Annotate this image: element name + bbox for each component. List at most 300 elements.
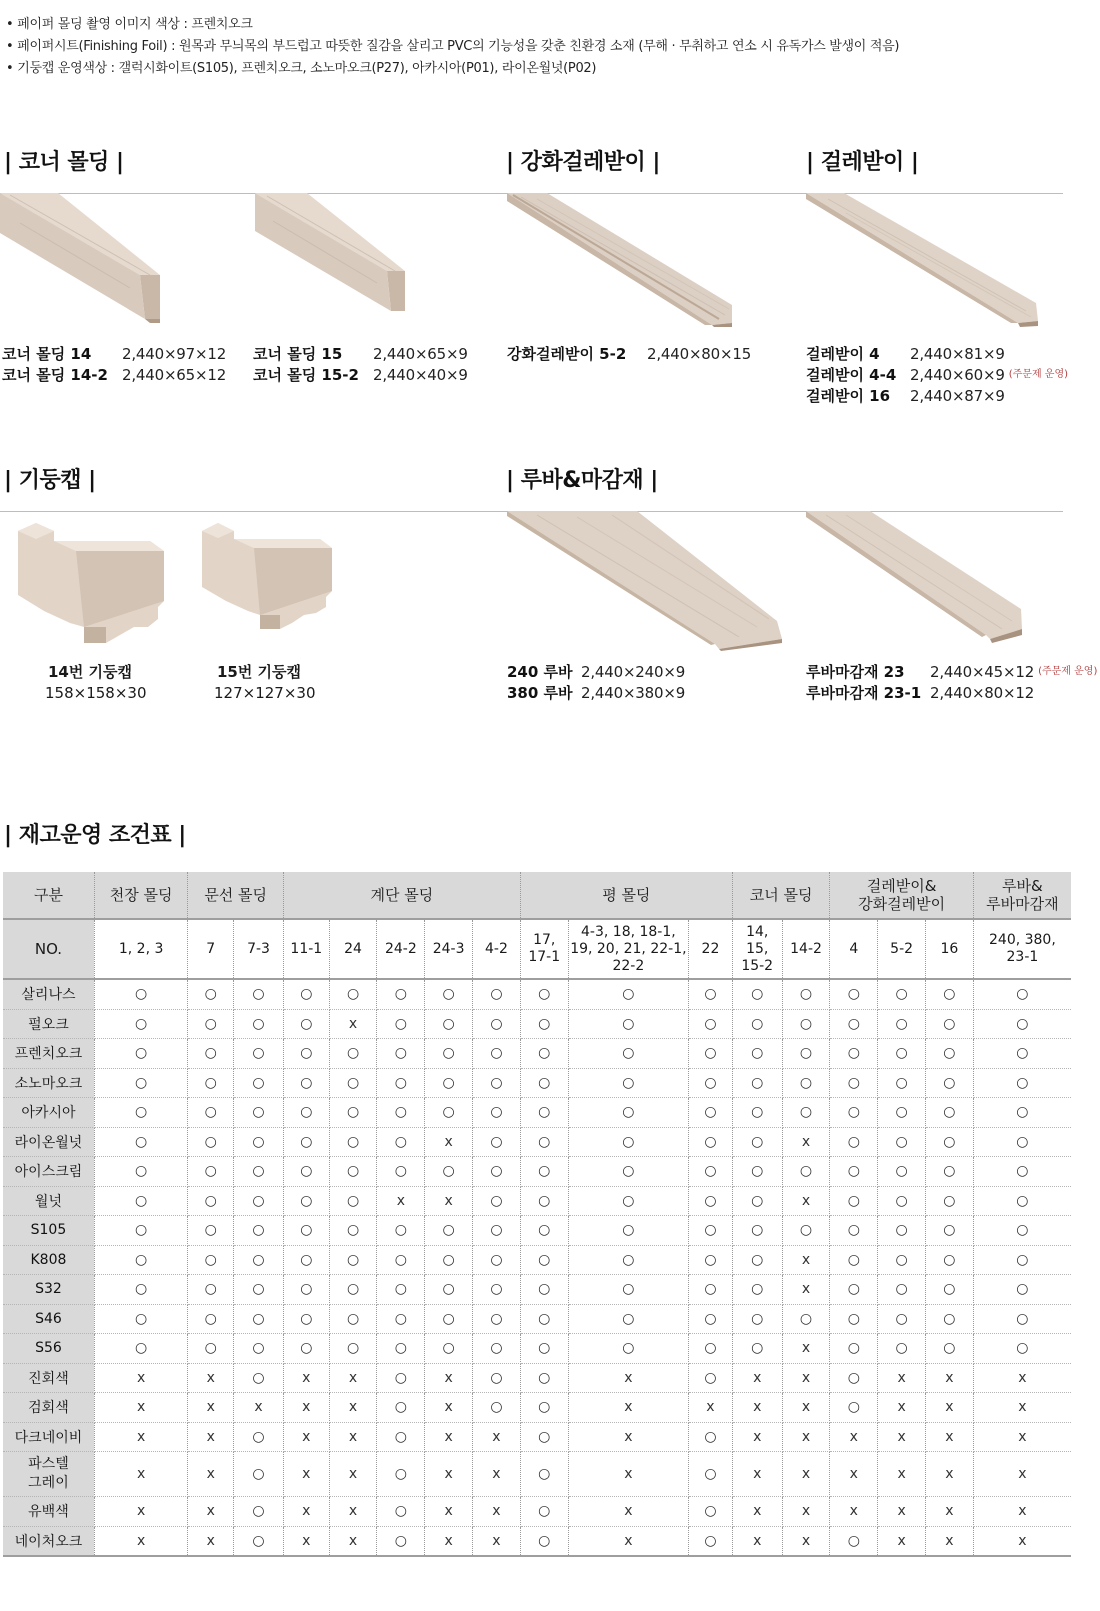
availability-cell: ○ [689, 1039, 733, 1069]
availability-cell: ○ [878, 1127, 926, 1157]
availability-cell: ○ [830, 979, 878, 1009]
availability-cell: ○ [329, 1275, 377, 1305]
availability-cell: ○ [377, 1245, 425, 1275]
availability-cell: x [425, 1422, 473, 1452]
availability-cell: x [878, 1497, 926, 1527]
section-title-cap: | 기둥캡 | [4, 468, 96, 493]
corner-molding-14-image [0, 193, 250, 323]
availability-cell: ○ [732, 1157, 782, 1187]
availability-cell: ○ [425, 1275, 473, 1305]
availability-cell: ○ [830, 1186, 878, 1216]
availability-cell: ○ [732, 1334, 782, 1364]
color-name-cell: 아이스크림 [3, 1157, 94, 1187]
availability-cell: x [329, 1422, 377, 1452]
availability-cell: x [188, 1393, 234, 1423]
pillar-cap-15-caption [214, 662, 316, 704]
spec-row [507, 683, 685, 704]
availability-cell: ○ [377, 1098, 425, 1128]
availability-cell: ○ [234, 1363, 284, 1393]
note-line: • 기둥캡 운영색상 : 갤럭시화이트(S105), 프렌치오크, 소노마오크(P27), 아카시아(P01), 라이온월넛(P02) [6, 61, 597, 76]
availability-cell: ○ [473, 1393, 521, 1423]
availability-cell: x [782, 1334, 830, 1364]
color-name-cell: 파스텔 그레이 [3, 1452, 94, 1497]
availability-cell: ○ [234, 1497, 284, 1527]
reinforced-baseboard-image [507, 193, 747, 329]
availability-cell: ○ [377, 1363, 425, 1393]
availability-cell: x [926, 1526, 974, 1556]
availability-cell: ○ [830, 1304, 878, 1334]
spec-row [2, 365, 226, 386]
availability-cell: ○ [473, 1068, 521, 1098]
availability-cell: ○ [689, 1216, 733, 1246]
availability-cell: ○ [94, 979, 187, 1009]
availability-cell: ○ [283, 1068, 329, 1098]
availability-cell: x [926, 1393, 974, 1423]
availability-cell: ○ [234, 1304, 284, 1334]
product-name: 코너 몰딩 14-2 [2, 366, 108, 384]
availability-cell: ○ [425, 1098, 473, 1128]
availability-cell: ○ [830, 1363, 878, 1393]
table-row [3, 1009, 1071, 1039]
availability-cell: x [782, 1245, 830, 1275]
product-name: 걸레받이 4-4 [806, 366, 897, 384]
availability-cell: x [973, 1422, 1071, 1452]
table-row [3, 1245, 1071, 1275]
availability-cell: x [283, 1422, 329, 1452]
availability-cell: ○ [973, 1009, 1071, 1039]
louver-finish-image [806, 511, 1046, 643]
availability-cell: ○ [926, 1304, 974, 1334]
baseboard-spec-group [806, 344, 1068, 407]
availability-cell: ○ [377, 1009, 425, 1039]
color-name-cell: S105 [3, 1216, 94, 1246]
availability-cell: ○ [520, 1098, 568, 1128]
availability-cell: ○ [377, 1157, 425, 1187]
product-number-cell: 11-1 [283, 919, 329, 979]
stock-condition-table [3, 872, 1071, 1557]
table-row [3, 1304, 1071, 1334]
color-name-cell: 라이온월넛 [3, 1127, 94, 1157]
table-row [3, 1497, 1071, 1527]
availability-cell: ○ [520, 1393, 568, 1423]
availability-cell: ○ [732, 979, 782, 1009]
availability-cell: ○ [926, 1216, 974, 1246]
availability-cell: ○ [689, 1068, 733, 1098]
order-note: (주문제 운영) [1008, 369, 1069, 380]
availability-cell: ○ [329, 1039, 377, 1069]
product-name: 루바마감재 23 [806, 663, 905, 681]
availability-cell: ○ [425, 1068, 473, 1098]
availability-cell: ○ [329, 1068, 377, 1098]
product-number-cell: 14-2 [782, 919, 830, 979]
availability-cell: ○ [878, 1304, 926, 1334]
column-header: 구분 [3, 872, 94, 919]
availability-cell: ○ [283, 1009, 329, 1039]
louver-spec-group [507, 662, 685, 704]
column-header: 문선 몰딩 [188, 872, 284, 919]
availability-cell: ○ [973, 979, 1071, 1009]
availability-cell: ○ [520, 1275, 568, 1305]
availability-cell: ○ [973, 1127, 1071, 1157]
availability-cell: ○ [188, 1098, 234, 1128]
availability-cell: ○ [830, 1216, 878, 1246]
color-name-cell: S46 [3, 1304, 94, 1334]
availability-cell: x [568, 1452, 688, 1497]
table-row [3, 1526, 1071, 1556]
availability-cell: x [94, 1452, 187, 1497]
availability-cell: ○ [283, 1304, 329, 1334]
availability-cell: x [568, 1393, 688, 1423]
availability-cell: x [878, 1363, 926, 1393]
availability-cell: x [782, 1127, 830, 1157]
color-name-cell: K808 [3, 1245, 94, 1275]
color-name-cell: 유백색 [3, 1497, 94, 1527]
availability-cell: ○ [473, 1334, 521, 1364]
product-name: 코너 몰딩 14 [2, 345, 92, 363]
availability-cell: ○ [568, 1334, 688, 1364]
availability-cell: ○ [188, 1039, 234, 1069]
availability-cell: ○ [329, 979, 377, 1009]
product-name: 14번 기둥캡 [47, 663, 133, 681]
availability-cell: ○ [926, 1039, 974, 1069]
availability-cell: x [473, 1422, 521, 1452]
availability-cell: x [188, 1422, 234, 1452]
product-number-cell: 4-3, 18, 18-1, 19, 20, 21, 22-1, 22-2 [568, 919, 688, 979]
table-row [3, 1039, 1071, 1069]
spec-row [253, 344, 468, 365]
availability-cell: ○ [473, 1009, 521, 1039]
availability-cell: x [973, 1393, 1071, 1423]
availability-cell: ○ [188, 1127, 234, 1157]
color-name-cell: 월넛 [3, 1186, 94, 1216]
availability-cell: ○ [878, 1245, 926, 1275]
availability-cell: ○ [689, 979, 733, 1009]
section-title-louver: | 루바&마감재 | [506, 468, 658, 493]
availability-cell: ○ [782, 1216, 830, 1246]
availability-cell: ○ [283, 1275, 329, 1305]
availability-cell: x [926, 1497, 974, 1527]
availability-cell: ○ [732, 1068, 782, 1098]
availability-cell: ○ [689, 1009, 733, 1039]
availability-cell: ○ [234, 1422, 284, 1452]
availability-cell: ○ [94, 1304, 187, 1334]
table-row [3, 1334, 1071, 1364]
availability-cell: x [425, 1127, 473, 1157]
finish-spec-group [806, 662, 1097, 704]
column-header: 계단 몰딩 [283, 872, 520, 919]
availability-cell: ○ [473, 1098, 521, 1128]
availability-cell: ○ [732, 1009, 782, 1039]
spec-row [806, 662, 1097, 683]
product-number-cell: 4 [830, 919, 878, 979]
availability-cell: x [329, 1363, 377, 1393]
availability-cell: ○ [94, 1068, 187, 1098]
availability-cell: ○ [973, 1275, 1071, 1305]
availability-cell: ○ [377, 1452, 425, 1497]
availability-cell: ○ [234, 1127, 284, 1157]
availability-cell: ○ [425, 1157, 473, 1187]
availability-cell: ○ [782, 1039, 830, 1069]
availability-cell: ○ [568, 1009, 688, 1039]
column-header: 코너 몰딩 [732, 872, 830, 919]
availability-cell: x [732, 1363, 782, 1393]
availability-cell: x [425, 1497, 473, 1527]
product-number-cell: 4-2 [473, 919, 521, 979]
availability-cell: ○ [473, 1245, 521, 1275]
product-number-cell: 16 [926, 919, 974, 979]
availability-cell: ○ [689, 1098, 733, 1128]
availability-cell: x [473, 1526, 521, 1556]
availability-cell: x [425, 1526, 473, 1556]
availability-cell: ○ [188, 1009, 234, 1039]
availability-cell: ○ [568, 1157, 688, 1187]
availability-cell: ○ [689, 1186, 733, 1216]
availability-cell: ○ [283, 1334, 329, 1364]
availability-cell: x [329, 1497, 377, 1527]
table-row [3, 1186, 1071, 1216]
reinforced-spec-group [507, 344, 751, 365]
availability-cell: ○ [926, 1245, 974, 1275]
availability-cell: ○ [94, 1334, 187, 1364]
availability-cell: ○ [283, 1039, 329, 1069]
availability-cell: ○ [926, 1157, 974, 1187]
availability-cell: x [732, 1422, 782, 1452]
availability-cell: ○ [973, 1157, 1071, 1187]
availability-cell: ○ [520, 1334, 568, 1364]
availability-cell: x [782, 1452, 830, 1497]
availability-cell: ○ [830, 1393, 878, 1423]
availability-cell: x [94, 1422, 187, 1452]
availability-cell: ○ [926, 1186, 974, 1216]
availability-cell: x [94, 1497, 187, 1527]
availability-cell: x [425, 1452, 473, 1497]
availability-cell: ○ [732, 1245, 782, 1275]
table-number-row [3, 919, 1071, 979]
product-dimension: 158×158×30 [45, 684, 147, 702]
corner-spec-group-b [253, 344, 468, 386]
order-note: (주문제 운영) [1038, 666, 1098, 677]
availability-cell: x [926, 1452, 974, 1497]
table-row [3, 1157, 1071, 1187]
availability-cell: ○ [830, 1157, 878, 1187]
availability-cell: x [568, 1363, 688, 1393]
table-row [3, 1127, 1071, 1157]
product-dimension: 2,440×81×9 [910, 345, 1005, 363]
table-row [3, 1422, 1071, 1452]
product-dimension: 2,440×60×9 [910, 366, 1005, 384]
availability-cell: ○ [234, 1216, 284, 1246]
table-row [3, 1393, 1071, 1423]
availability-cell: ○ [234, 1245, 284, 1275]
availability-cell: x [568, 1526, 688, 1556]
availability-cell: ○ [568, 1245, 688, 1275]
availability-cell: ○ [329, 1186, 377, 1216]
product-dimension: 2,440×45×12 [930, 663, 1035, 681]
color-name-cell: 프렌치오크 [3, 1039, 94, 1069]
availability-cell: ○ [473, 1157, 521, 1187]
section-title-reinforced: | 강화걸레받이 | [506, 150, 660, 175]
availability-cell: ○ [329, 1127, 377, 1157]
availability-cell: ○ [878, 1098, 926, 1128]
availability-cell: ○ [520, 979, 568, 1009]
availability-cell: x [234, 1393, 284, 1423]
availability-cell: ○ [782, 1098, 830, 1128]
availability-cell: ○ [188, 1068, 234, 1098]
column-header: 루바& 루바마감재 [973, 872, 1071, 919]
availability-cell: ○ [377, 1275, 425, 1305]
availability-cell: x [973, 1363, 1071, 1393]
availability-cell: ○ [425, 1009, 473, 1039]
product-name: 코너 몰딩 15 [253, 345, 343, 363]
availability-cell: ○ [689, 1452, 733, 1497]
table-row [3, 1216, 1071, 1246]
availability-cell: x [782, 1497, 830, 1527]
spec-row [806, 386, 1068, 407]
availability-cell: ○ [782, 979, 830, 1009]
note-line: • 페이퍼시트(Finishing Foil) : 원목과 무늬목의 부드럽고 따뜻한 질감을 살리고 PVC의 기능성을 갖춘 친환경 소재 (무해 · 무취하고 연소 시 유독가스 발생이 적음) [6, 39, 900, 54]
availability-cell: ○ [878, 1039, 926, 1069]
spec-row [806, 344, 1068, 365]
availability-cell: ○ [377, 1526, 425, 1556]
product-dimension: 2,440×80×15 [647, 345, 752, 363]
availability-cell: ○ [732, 1127, 782, 1157]
availability-cell: ○ [377, 1497, 425, 1527]
availability-cell: ○ [425, 1304, 473, 1334]
availability-cell: ○ [520, 1452, 568, 1497]
product-dimension: 2,440×65×12 [122, 366, 227, 384]
availability-cell: ○ [94, 1039, 187, 1069]
product-number-cell: 14, 15, 15-2 [732, 919, 782, 979]
availability-cell: x [188, 1497, 234, 1527]
product-number-cell: 24-2 [377, 919, 425, 979]
availability-cell: x [689, 1393, 733, 1423]
availability-cell: ○ [283, 1127, 329, 1157]
availability-cell: ○ [283, 1216, 329, 1246]
availability-cell: x [973, 1452, 1071, 1497]
availability-cell: x [568, 1422, 688, 1452]
table-row [3, 1068, 1071, 1098]
availability-cell: x [732, 1497, 782, 1527]
availability-cell: x [973, 1497, 1071, 1527]
availability-cell: x [377, 1186, 425, 1216]
corner-molding-15-image [255, 193, 505, 323]
availability-cell: ○ [926, 1334, 974, 1364]
product-number-cell: 17, 17-1 [520, 919, 568, 979]
availability-cell: x [283, 1452, 329, 1497]
availability-cell: x [926, 1422, 974, 1452]
availability-cell: ○ [188, 979, 234, 1009]
availability-cell: ○ [520, 1422, 568, 1452]
availability-cell: ○ [689, 1526, 733, 1556]
availability-cell: ○ [188, 1334, 234, 1364]
corner-spec-group-a [2, 344, 226, 386]
availability-cell: ○ [94, 1157, 187, 1187]
availability-cell: x [188, 1452, 234, 1497]
column-header: 천장 몰딩 [94, 872, 187, 919]
product-name: 걸레받이 16 [806, 387, 891, 405]
availability-cell: x [782, 1186, 830, 1216]
note-line: • 페이퍼 몰딩 촬영 이미지 색상 : 프렌치오크 [6, 17, 253, 32]
availability-cell: ○ [878, 1216, 926, 1246]
availability-cell: ○ [425, 1334, 473, 1364]
availability-cell: ○ [973, 1039, 1071, 1069]
section-title-stock: | 재고운영 조건표 | [4, 823, 186, 848]
color-name-cell: 진회색 [3, 1363, 94, 1393]
availability-cell: ○ [830, 1068, 878, 1098]
availability-cell: ○ [689, 1422, 733, 1452]
color-name-cell: S56 [3, 1334, 94, 1364]
row-header: NO. [3, 919, 94, 979]
availability-cell: ○ [94, 1275, 187, 1305]
availability-cell: ○ [689, 1245, 733, 1275]
availability-cell: x [782, 1393, 830, 1423]
availability-cell: ○ [878, 1275, 926, 1305]
availability-cell: ○ [926, 1098, 974, 1128]
availability-cell: ○ [234, 1039, 284, 1069]
availability-cell: ○ [520, 1216, 568, 1246]
availability-cell: ○ [234, 1526, 284, 1556]
availability-cell: ○ [568, 1127, 688, 1157]
availability-cell: ○ [782, 1304, 830, 1334]
product-dimension: 2,440×40×9 [373, 366, 468, 384]
availability-cell: x [973, 1526, 1071, 1556]
availability-cell: ○ [878, 979, 926, 1009]
product-dimension: 2,440×380×9 [581, 684, 686, 702]
availability-cell: ○ [689, 1497, 733, 1527]
availability-cell: ○ [830, 1334, 878, 1364]
availability-cell: x [94, 1393, 187, 1423]
availability-cell: x [188, 1526, 234, 1556]
color-name-cell: 살리나스 [3, 979, 94, 1009]
availability-cell: ○ [732, 1186, 782, 1216]
availability-cell: ○ [94, 1216, 187, 1246]
availability-cell: ○ [568, 1216, 688, 1246]
availability-cell: ○ [568, 1068, 688, 1098]
availability-cell: ○ [926, 1068, 974, 1098]
availability-cell: ○ [234, 1157, 284, 1187]
availability-cell: ○ [188, 1275, 234, 1305]
notes-block [6, 14, 899, 80]
availability-cell: x [830, 1497, 878, 1527]
availability-cell: ○ [520, 1304, 568, 1334]
table-row [3, 1452, 1071, 1497]
availability-cell: ○ [830, 1275, 878, 1305]
availability-cell: ○ [188, 1245, 234, 1275]
availability-cell: ○ [329, 1098, 377, 1128]
product-name: 코너 몰딩 15-2 [253, 366, 359, 384]
product-dimension: 127×127×30 [214, 684, 316, 702]
pillar-cap-14-image [14, 523, 164, 653]
color-name-cell: 검회색 [3, 1393, 94, 1423]
spec-row [253, 365, 468, 386]
availability-cell: ○ [377, 1127, 425, 1157]
availability-cell: x [473, 1452, 521, 1497]
product-number-cell: 24 [329, 919, 377, 979]
availability-cell: ○ [830, 1009, 878, 1039]
product-number-cell: 7-3 [234, 919, 284, 979]
availability-cell: ○ [377, 1039, 425, 1069]
availability-cell: ○ [926, 979, 974, 1009]
availability-cell: x [329, 1009, 377, 1039]
availability-cell: ○ [689, 1334, 733, 1364]
availability-cell: x [473, 1497, 521, 1527]
availability-cell: ○ [473, 1186, 521, 1216]
availability-cell: ○ [520, 1526, 568, 1556]
availability-cell: ○ [782, 1009, 830, 1039]
availability-cell: ○ [377, 1068, 425, 1098]
availability-cell: ○ [878, 1186, 926, 1216]
availability-cell: ○ [926, 1275, 974, 1305]
